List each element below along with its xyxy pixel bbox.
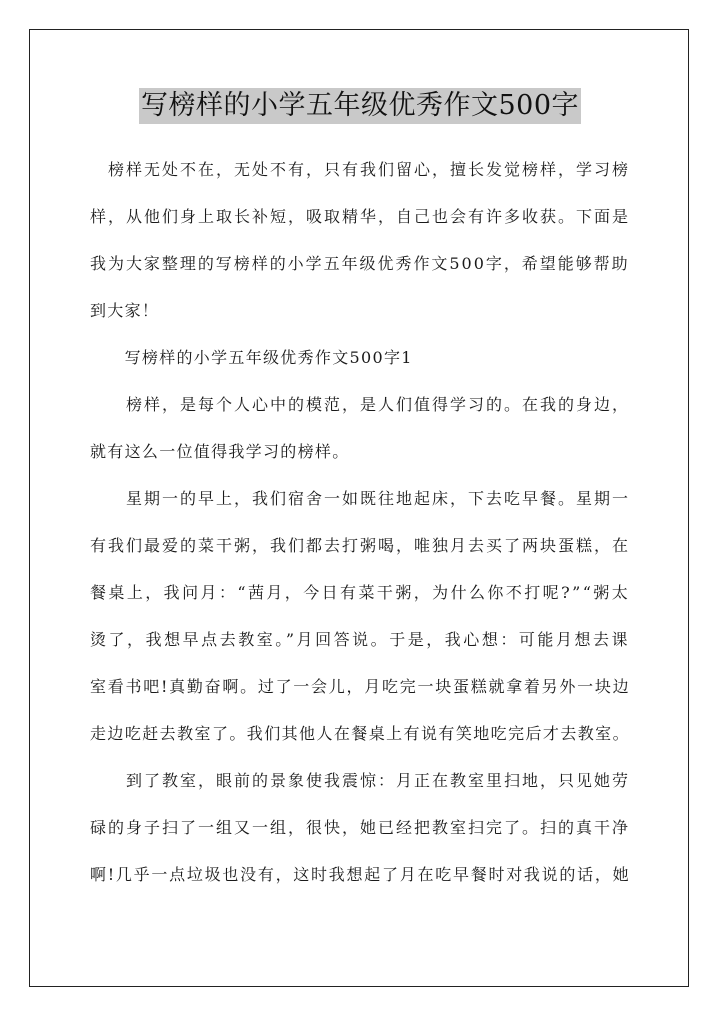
text-line: 样，从他们身上取长补短，吸取精华，自己也会有许多收获。下面是 bbox=[90, 207, 631, 226]
text-line: 就有这么一位值得我学习的榜样。 bbox=[90, 442, 350, 461]
text-line: 我为大家整理的写榜样的小学五年级优秀作文500字，希望能够帮助 bbox=[90, 254, 630, 273]
text-line: 碌的身子扫了一组又一组，很快，她已经把教室扫完了。扫的真干净 bbox=[90, 818, 631, 837]
text-line: 到了教室，眼前的景象使我震惊：月正在教室里扫地，只见她劳 bbox=[90, 771, 631, 790]
text-line: 到大家！ bbox=[90, 301, 160, 320]
title-container bbox=[0, 88, 720, 124]
text-line: 榜样无处不在，无处不有，只有我们留心，擅长发觉榜样，学习榜 bbox=[90, 160, 631, 179]
text-line: 榜样，是每个人心中的模范，是人们值得学习的。在我的身边， bbox=[90, 395, 631, 414]
document-title: 写榜样的小学五年级优秀作文500字 bbox=[139, 88, 581, 124]
text-line: 烫了，我想早点去教室。”月回答说。于是，我心想：可能月想去课 bbox=[90, 630, 631, 649]
text-line: 室看书吧!真勤奋啊。过了一会儿，月吃完一块蛋糕就拿着另外一块边 bbox=[90, 677, 631, 696]
section-heading: 写榜样的小学五年级优秀作文500字1 bbox=[90, 348, 413, 367]
text-line: 星期一的早上，我们宿舍一如既往地起床，下去吃早餐。星期一 bbox=[90, 489, 631, 508]
text-line: 啊!几乎一点垃圾也没有，这时我想起了月在吃早餐时对我说的话，她 bbox=[90, 865, 631, 884]
text-line: 餐桌上，我问月：“茜月，今日有菜干粥，为什么你不打呢?”“粥太 bbox=[90, 583, 631, 602]
text-line: 走边吃赶去教室了。我们其他人在餐桌上有说有笑地吃完后才去教室。 bbox=[90, 724, 631, 743]
text-line: 有我们最爱的菜干粥，我们都去打粥喝，唯独月去买了两块蛋糕，在 bbox=[90, 536, 631, 555]
